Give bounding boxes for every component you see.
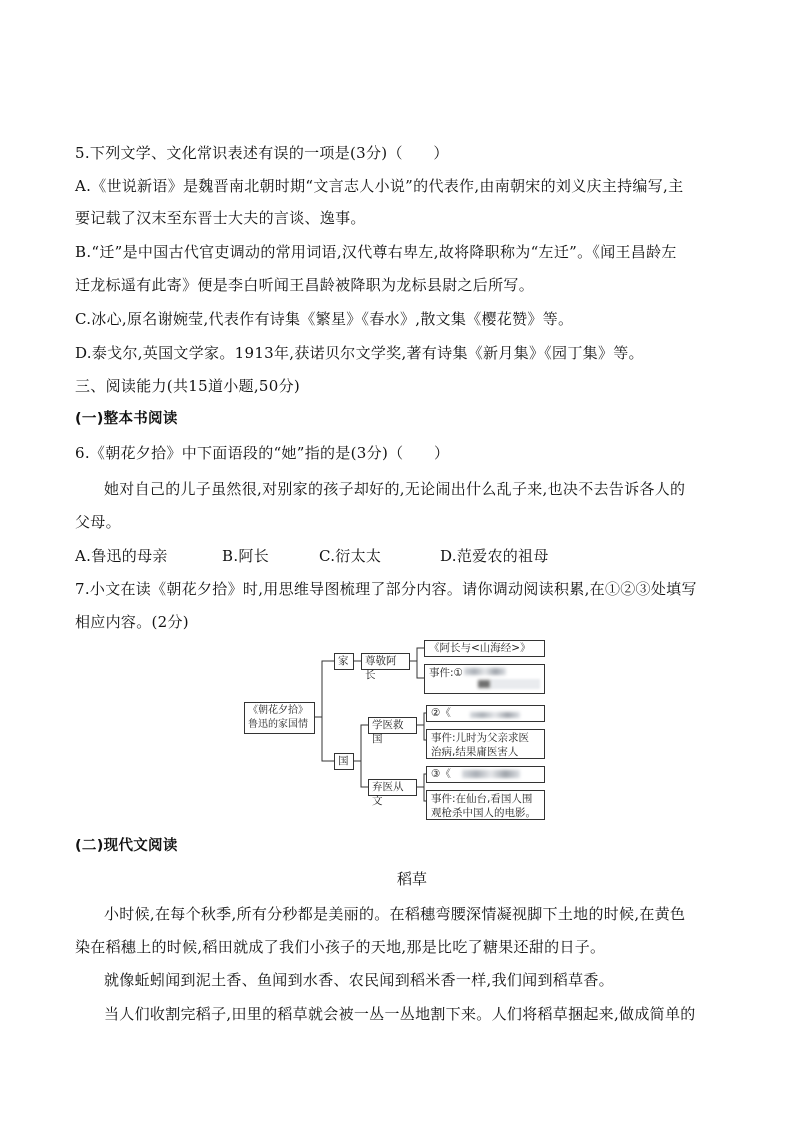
- redaction-mark: [490, 679, 540, 689]
- mind-map-home: 家: [334, 653, 354, 670]
- mind-map-event-2: [426, 729, 545, 759]
- mind-map-event-3-line1: 事件:在仙台,看国人围: [431, 793, 533, 805]
- q6-option-b: B.阿长: [222, 547, 269, 565]
- mind-map-respect: 尊敬阿长: [361, 653, 410, 670]
- q6-passage-line2: 父母。: [75, 513, 121, 531]
- mind-map-event-2-line1: 事件:儿时为父亲求医: [431, 732, 530, 744]
- q6-passage-line1: 她对自己的儿子虽然很,对别家的孩子却好的,无论闹出什么乱子来,也决不去告诉各人的: [104, 480, 686, 498]
- q6-option-d: D.范爱农的祖母: [440, 547, 549, 565]
- part-heading-2: (二)现代文阅读: [75, 838, 178, 854]
- q6-option-a: A.鲁迅的母亲: [75, 547, 168, 565]
- q6-option-c: C.衍太太: [319, 547, 382, 565]
- essay-p3-line1: 当人们收割完稻子,田里的稻草就会被一丛一丛地割下来。人们将稻草捆起来,做成简单的: [104, 1005, 696, 1023]
- redaction-mark: [478, 680, 490, 688]
- redaction-mark: [462, 770, 520, 778]
- essay-p1-line1: 小时候,在每个秋季,所有分秒都是美丽的。在稻穗弯腰深情凝视脚下土地的时候,在黄色: [104, 905, 686, 923]
- mind-map-book-1: 《阿长与<山海经>》: [424, 640, 545, 657]
- mind-map-root-line2: 鲁迅的家国情: [248, 719, 308, 730]
- mind-map-country: 国: [334, 753, 354, 770]
- mind-map-study-medicine: 学医救国: [368, 717, 417, 734]
- part-heading-1: (一)整本书阅读: [75, 411, 178, 427]
- q5-option-a-line2: 要记载了汉末至东晋士大夫的言谈、逸事。: [75, 209, 366, 227]
- q5-option-c: C.冰心,原名谢婉莹,代表作有诗集《繁星》《春水》,散文集《樱花赞》等。: [75, 310, 574, 328]
- q5-stem: 5.下列文学、文化常识表述有误的一项是(3分)（ ）: [75, 144, 449, 162]
- mind-map-event-1-label: 事件:①: [429, 667, 463, 679]
- q7-stem-line2: 相应内容。(2分): [75, 613, 189, 631]
- q5-option-b-line1: B.“迁”是中国古代官吏调动的常用词语,汉代尊右卑左,故将降职称为“左迁”。《闻王昌龄左: [75, 243, 677, 261]
- q5-option-a-line1: A.《世说新语》是魏晋南北朝时期“文言志人小说”的代表作,由南朝宋的刘义庆主持编写,主: [75, 177, 684, 195]
- essay-p1-line2: 染在稻穗上的时候,稻田就成了我们小孩子的天地,那是比吃了糖果还甜的日子。: [75, 938, 606, 956]
- essay-p2: 就像蚯蚓闻到泥土香、鱼闻到水香、农民闻到稻米香一样,我们闻到稻草香。: [104, 971, 614, 989]
- q5-option-d: D.泰戈尔,英国文学家。1913年,获诺贝尔文学奖,著有诗集《新月集》《园丁集》等。: [75, 344, 644, 362]
- redaction-mark: [470, 712, 520, 718]
- mind-map-event-3-line2: 观枪杀中国人的电影。: [431, 807, 536, 819]
- mind-map-event-3: [426, 790, 545, 820]
- section-heading: 三、阅读能力(共15道小题,50分): [75, 377, 301, 395]
- mind-map-event-2-line2: 治病,结果庸医害人: [431, 746, 519, 758]
- mind-map-quit-medicine: 弃医从文: [368, 779, 417, 796]
- redaction-mark: [464, 668, 506, 675]
- essay-title: 稻草: [396, 870, 427, 888]
- mind-map-root-line1: 《朝花夕拾》: [248, 705, 308, 716]
- q5-option-b-line2: 迁龙标遥有此寄》便是李白听闻王昌龄被降职为龙标县尉之后所写。: [75, 276, 535, 294]
- q6-stem: 6.《朝花夕拾》中下面语段的“她”指的是(3分)（ ）: [75, 444, 450, 462]
- mind-map-blank-2-label: ②《: [431, 707, 451, 719]
- mind-map-root: [244, 702, 315, 734]
- q7-stem-line1: 7.小文在读《朝花夕拾》时,用思维导图梳理了部分内容。请你调动阅读积累,在①②③处填写: [75, 580, 697, 598]
- mind-map-blank-3-label: ③《: [431, 768, 451, 780]
